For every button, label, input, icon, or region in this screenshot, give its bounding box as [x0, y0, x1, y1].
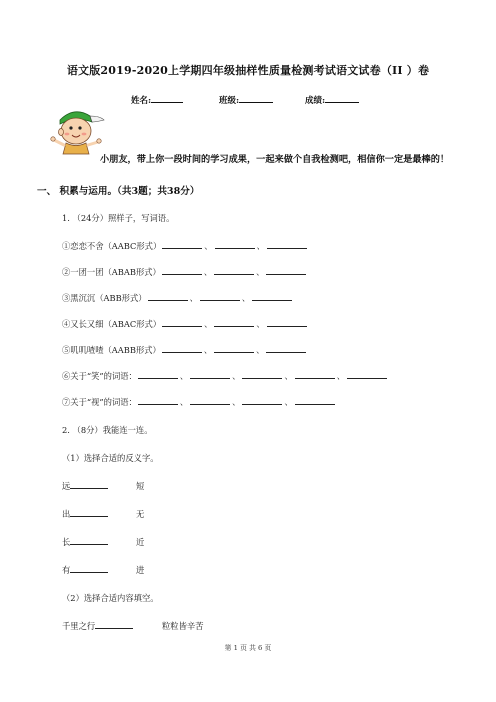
answer-blank[interactable] [214, 318, 254, 327]
q1-item-4: ④又长又细（ABAC形式） 、 、 [62, 318, 308, 330]
answer-blank[interactable] [347, 370, 387, 379]
name-blank [151, 93, 183, 103]
q1-item-label: ④又长又细（ABAC形式） [62, 319, 162, 329]
antonym-left-1 [62, 480, 108, 492]
answer-blank[interactable] [214, 344, 254, 353]
q1-item-3: ③黑沉沉（ABB形式） 、 、 [62, 292, 293, 304]
answer-blank[interactable] [267, 318, 307, 327]
answer-blank[interactable] [95, 620, 133, 629]
score-label: 成绩: [305, 96, 326, 106]
antonym-char: 出 [62, 509, 71, 519]
antonym-left-2 [62, 508, 108, 520]
phrase-left [62, 620, 133, 632]
score-field [305, 93, 359, 106]
answer-blank[interactable] [162, 318, 202, 327]
antonym-left-3 [62, 536, 108, 548]
antonym-right-2: 无 [136, 509, 145, 519]
q2-part-1: （1）选择合适的反义字。 [62, 453, 159, 463]
question-1-stem: 1. （24分）照样子，写词语。 [62, 213, 175, 223]
q1-item-7: ⑦关于“视”的词语： 、 、 、 [62, 396, 336, 408]
answer-blank[interactable] [267, 240, 307, 249]
score-blank [325, 93, 359, 103]
class-blank [239, 93, 273, 103]
answer-blank[interactable] [214, 266, 254, 275]
q1-item-label: ⑥关于“笑”的词语： [62, 371, 137, 381]
q1-item-1: ①恋恋不舍（AABC形式） 、 、 [62, 240, 308, 252]
antonym-char: 远 [62, 481, 71, 491]
class-label: 班级: [219, 96, 240, 106]
cartoon-student-mascot [46, 104, 108, 156]
q1-item-label: ⑦关于“视”的词语： [62, 397, 137, 407]
question-2-stem: 2. （8分）我能连一连。 [62, 425, 153, 435]
document-title: 语文版2019-2020上学期四年级抽样性质量检测考试语文试卷（II ）卷 [66, 64, 430, 77]
answer-blank[interactable] [162, 266, 202, 275]
q1-item-label: ③黑沉沉（ABB形式） [62, 293, 147, 303]
page-number-footer: 第 1 页 共 6 页 [224, 644, 272, 652]
answer-blank[interactable] [70, 564, 108, 573]
q1-item-2: ②一团一团（ABAB形式） 、 、 [62, 266, 307, 278]
answer-blank[interactable] [162, 344, 202, 353]
name-label: 姓名: [131, 96, 152, 106]
answer-blank[interactable] [295, 370, 335, 379]
q2-part-2: （2）选择合适内容填空。 [62, 593, 159, 603]
answer-blank[interactable] [242, 370, 282, 379]
q1-item-5: ⑤叽叽喳喳（AABB形式） 、 、 [62, 344, 307, 356]
answer-blank[interactable] [190, 396, 230, 405]
encouragement-text: 小朋友，带上你一段时间的学习成果，一起来做个自我检测吧，相信你一定是最棒的！ [100, 154, 450, 165]
answer-blank[interactable] [70, 480, 108, 489]
phrase-text: 千里之行 [62, 621, 96, 631]
q1-item-6: ⑥关于“笑”的词语： 、 、 、 、 [62, 370, 388, 382]
answer-blank[interactable] [138, 396, 178, 405]
antonym-char: 长 [62, 537, 71, 547]
class-field [219, 93, 273, 106]
answer-blank[interactable] [252, 292, 292, 301]
antonym-char: 有 [62, 565, 71, 575]
answer-blank[interactable] [266, 266, 306, 275]
answer-blank[interactable] [138, 370, 178, 379]
answer-blank[interactable] [266, 344, 306, 353]
section-heading: 一、 积累与运用。（共3题；共38分） [37, 186, 200, 197]
answer-blank[interactable] [70, 536, 108, 545]
antonym-left-4 [62, 564, 108, 576]
answer-blank[interactable] [295, 396, 335, 405]
answer-blank[interactable] [242, 396, 282, 405]
answer-blank[interactable] [200, 292, 240, 301]
antonym-right-4: 进 [136, 565, 145, 575]
antonym-right-3: 近 [136, 537, 145, 547]
answer-blank[interactable] [215, 240, 255, 249]
name-field [131, 93, 183, 106]
answer-blank[interactable] [70, 508, 108, 517]
q1-item-label: ②一团一团（ABAB形式） [62, 267, 161, 277]
antonym-right-1: 短 [136, 481, 145, 491]
answer-blank[interactable] [190, 370, 230, 379]
q1-item-label: ⑤叽叽喳喳（AABB形式） [62, 345, 161, 355]
q1-item-label: ①恋恋不舍（AABC形式） [62, 241, 162, 251]
phrase-right: 粒粒皆辛苦 [162, 621, 204, 631]
answer-blank[interactable] [148, 292, 188, 301]
answer-blank[interactable] [162, 240, 202, 249]
